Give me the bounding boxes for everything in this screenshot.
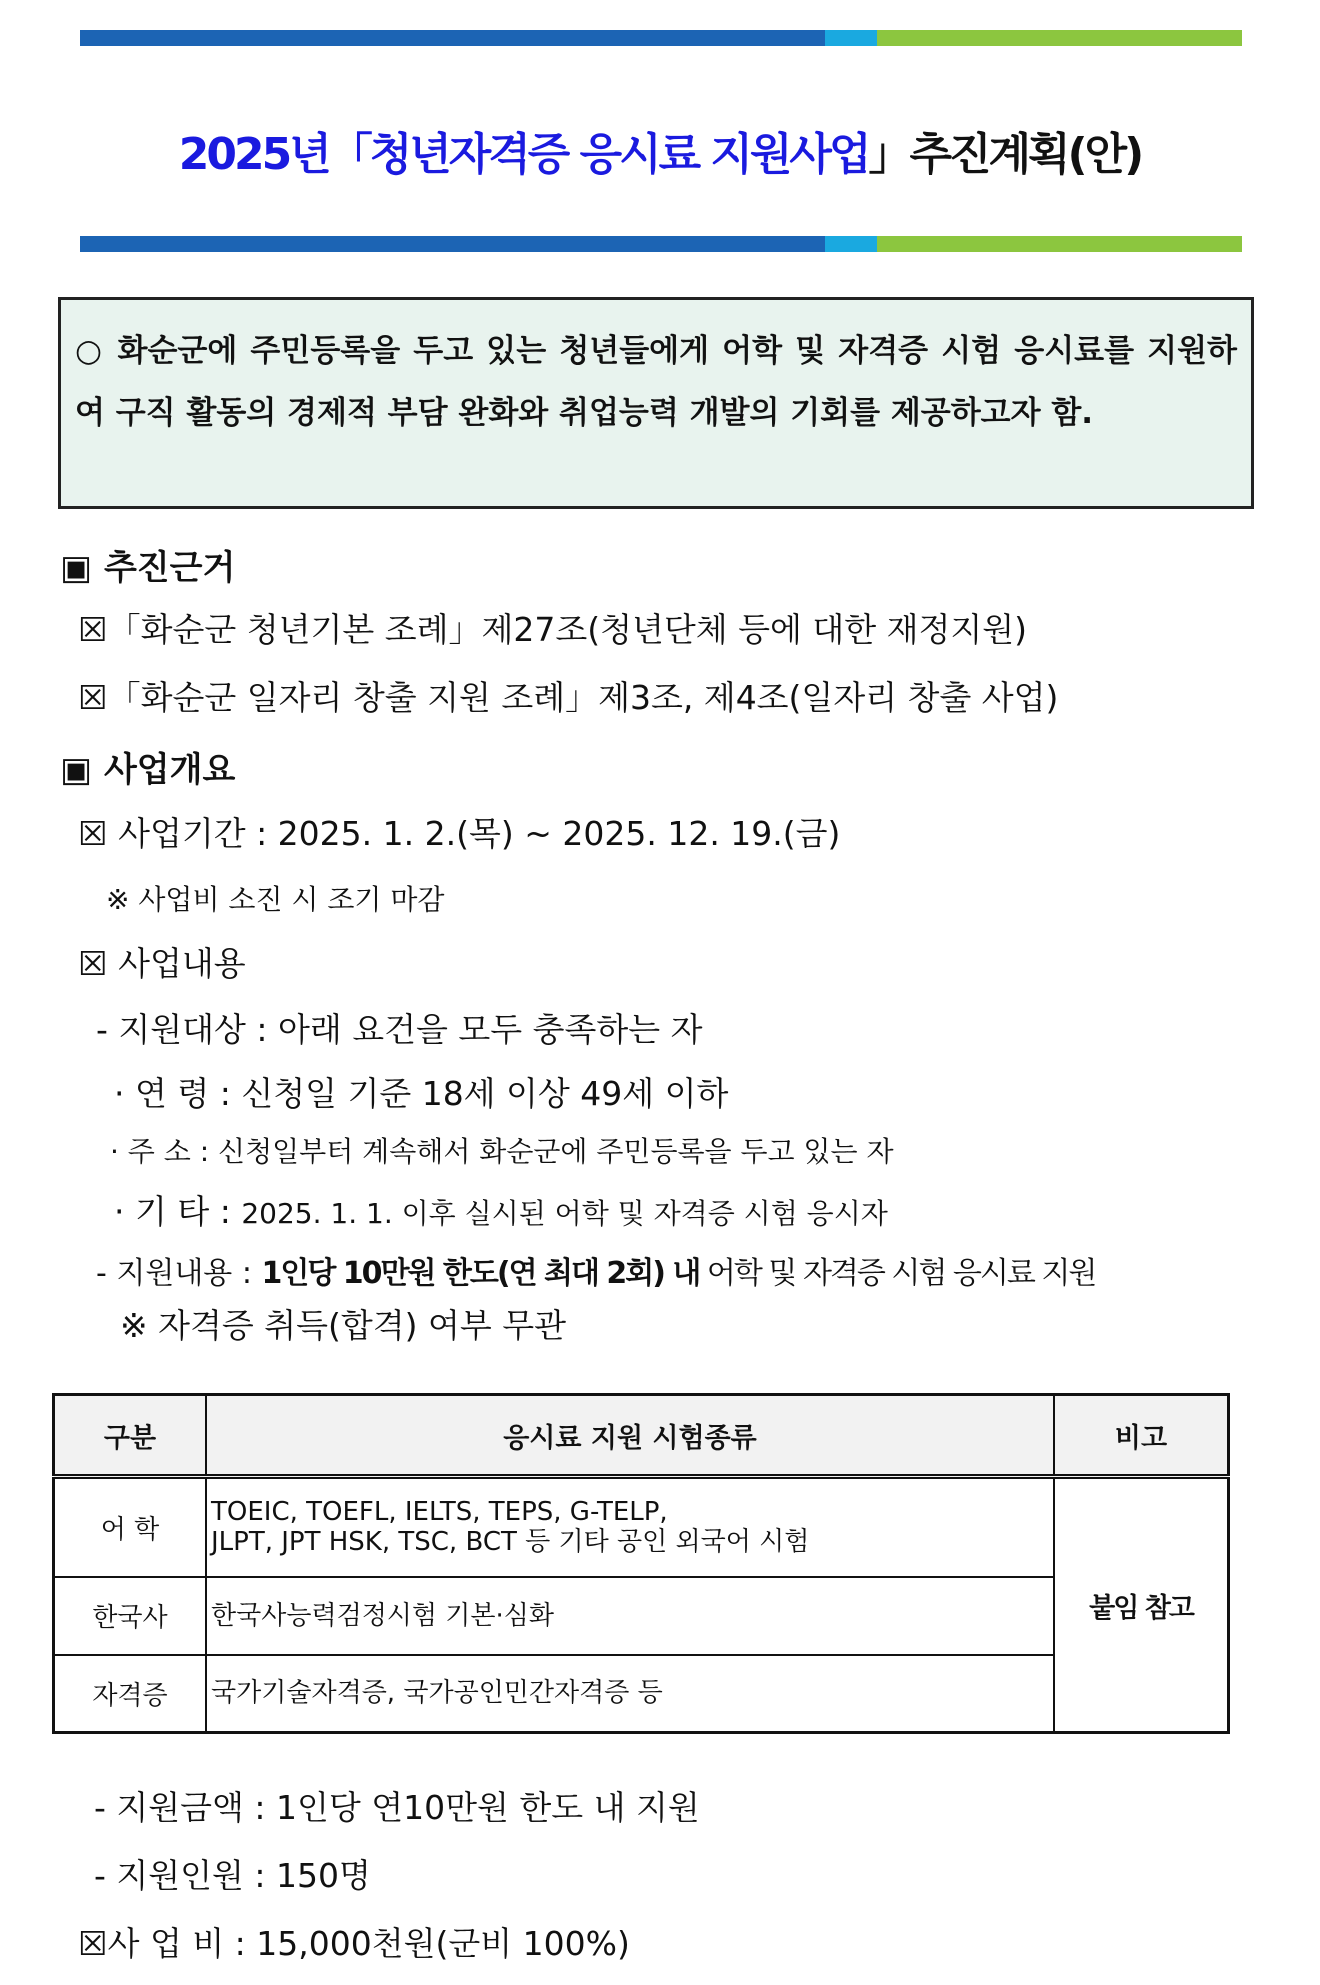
support-note: ※ 자격증 취득(합격) 여부 무관 [120, 1306, 567, 1345]
row-exams-line2: JLPT, JPT HSK, TSC, BCT 등 기타 공인 외국어 시험 [211, 1527, 810, 1558]
exam-types-table [52, 1393, 1230, 1734]
header-category: 구분 [54, 1395, 207, 1477]
bottom-decorative-bar [80, 236, 1242, 252]
etc-label: · 기 타 : [114, 1192, 242, 1231]
support-prefix: - 지원내용 : [96, 1256, 262, 1291]
title-black-part: 」추진계획(안) [868, 129, 1142, 180]
basis-item-1: ☒「화순군 청년기본 조례」제27조(청년단체 등에 대한 재정지원) [78, 610, 1027, 649]
table-row [54, 1655, 1229, 1733]
title-blue-part: 2025년「청년자격증 응시료 지원사업 [178, 129, 869, 180]
header-note: 비고 [1054, 1395, 1229, 1477]
purpose-box [58, 297, 1254, 509]
target-line: - 지원대상 : 아래 요건을 모두 충족하는 자 [96, 1010, 703, 1049]
purpose-text: ○ 화순군에 주민등록을 두고 있는 청년들에게 어학 및 자격증 시험 응시료를 지원하여 구직 활동의 경제적 부담 완화와 취업능력 개발의 기회를 제공하고자 함. [75, 333, 1237, 431]
people-line: - 지원인원 : 150명 [94, 1856, 371, 1895]
document-title [0, 118, 1320, 182]
table-row [54, 1577, 1229, 1655]
header-exam-types: 응시료 지원 시험종류 [206, 1395, 1054, 1477]
etc-line [114, 1186, 888, 1233]
etc-value: 2025. 1. 1. 이후 실시된 어학 및 자격증 시험 응시자 [241, 1197, 888, 1230]
period-line: ☒ 사업기간 : 2025. 1. 2.(목) ~ 2025. 12. 19.(금) [78, 814, 841, 853]
address-line: · 주 소 : 신청일부터 계속해서 화순군에 주민등록을 두고 있는 자 [110, 1135, 894, 1168]
basis-heading: ▣ 추진근거 [60, 548, 236, 588]
support-line [96, 1248, 1095, 1292]
row-exams-line1: TOEIC, TOEFL, IELTS, TEPS, G-TELP, [211, 1497, 668, 1528]
basis-item-2: ☒「화순군 일자리 창출 지원 조례」제3조, 제4조(일자리 창출 사업) [78, 678, 1059, 717]
table-row [54, 1477, 1229, 1577]
content-heading: ☒ 사업내용 [78, 944, 246, 983]
row-exams [206, 1477, 1054, 1577]
row-exams: 국가기술자격증, 국가공인민간자격증 등 [206, 1655, 1054, 1733]
budget-line: ☒사 업 비 : 15,000천원(군비 100%) [78, 1924, 630, 1963]
row-category: 한국사 [54, 1577, 207, 1655]
row-category: 어 학 [54, 1477, 207, 1577]
amount-line: - 지원금액 : 1인당 연10만원 한도 내 지원 [94, 1788, 700, 1827]
support-rest: 어학 및 자격증 시험 응시료 지원 [699, 1256, 1096, 1291]
row-category: 자격증 [54, 1655, 207, 1733]
age-line: · 연 령 : 신청일 기준 18세 이상 49세 이하 [114, 1074, 729, 1113]
attachment-note: 붙임 참고 [1054, 1477, 1229, 1733]
row-exams: 한국사능력검정시험 기본·심화 [206, 1577, 1054, 1655]
table-header-row [54, 1395, 1229, 1477]
overview-heading: ▣ 사업개요 [60, 750, 236, 790]
support-bold: 1인당 10만원 한도(연 최대 2회) 내 [261, 1256, 700, 1291]
top-decorative-bar [80, 30, 1242, 46]
period-note: ※ 사업비 소진 시 조기 마감 [106, 883, 445, 916]
